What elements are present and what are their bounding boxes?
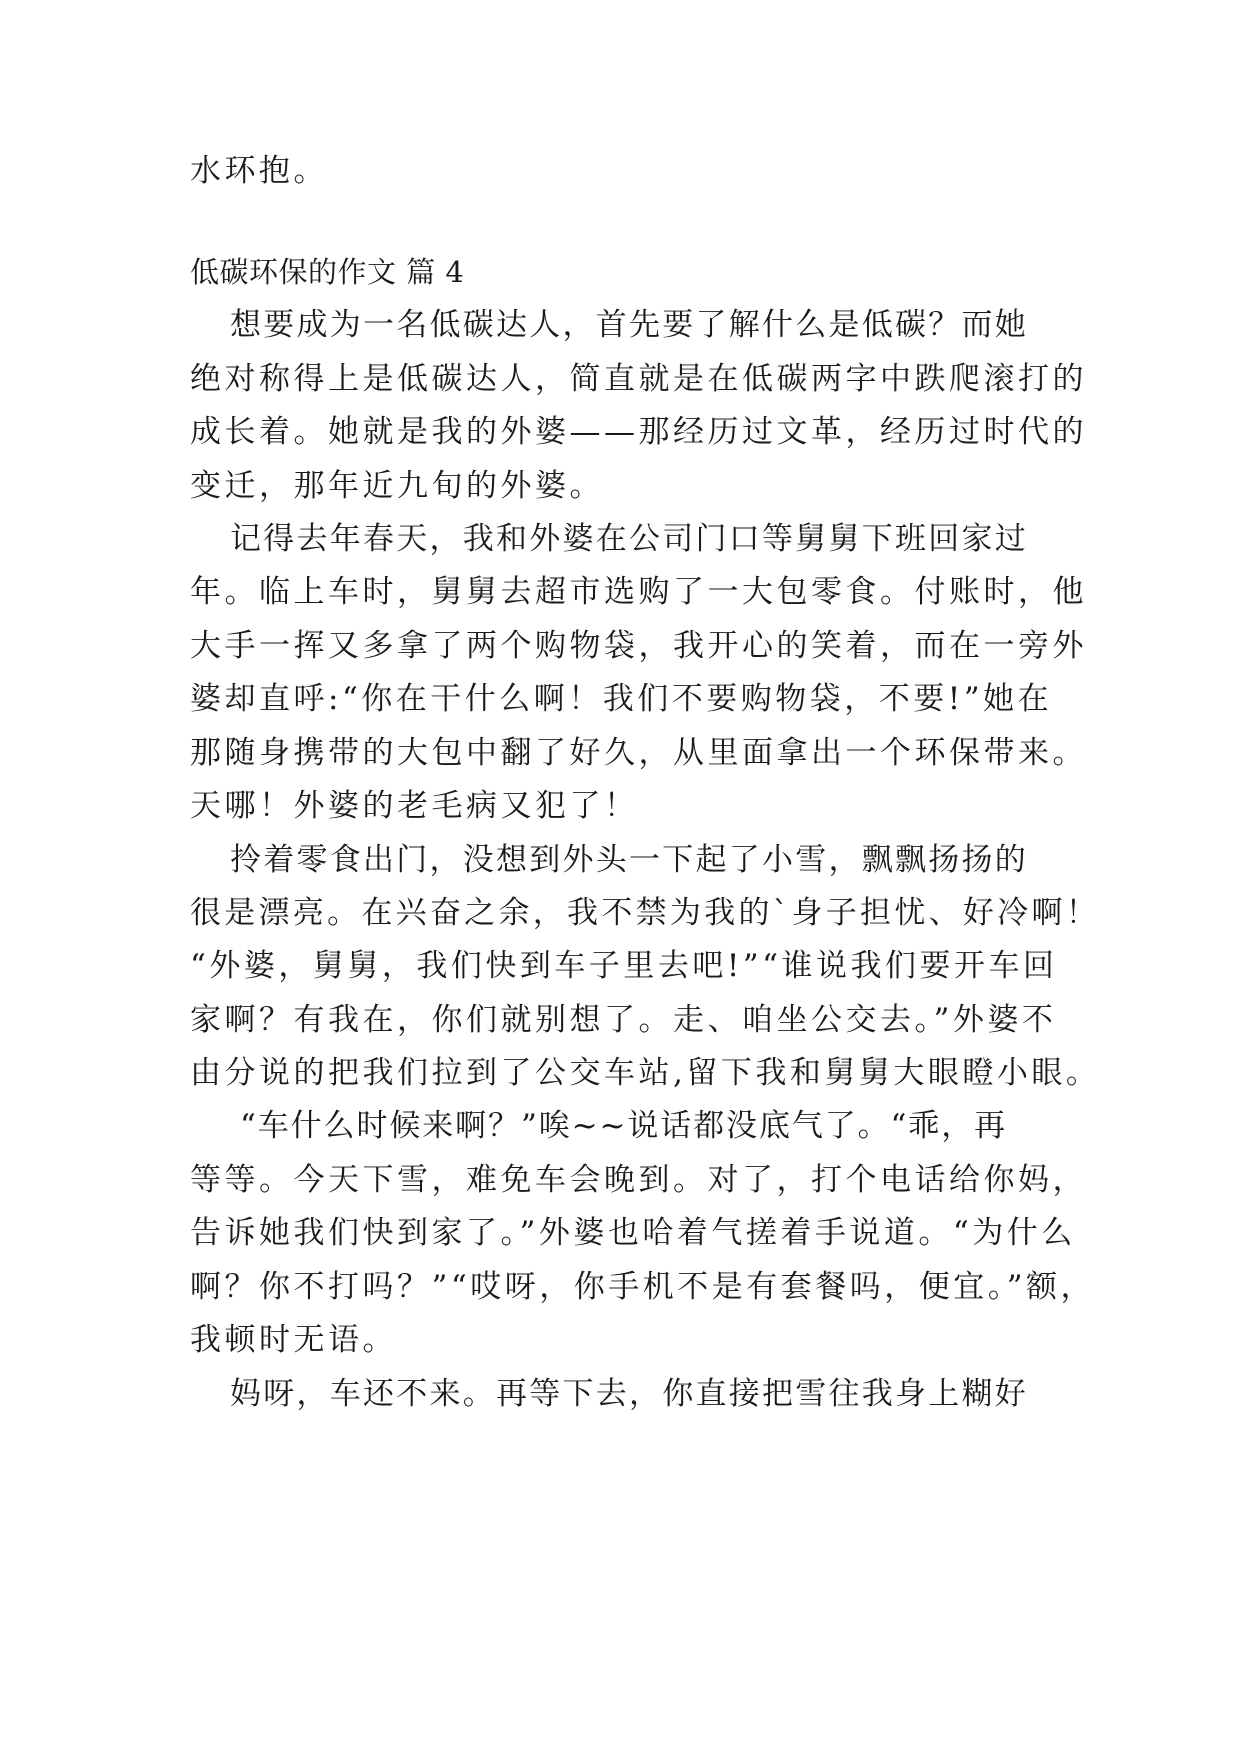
paragraph-line: 绝对称得上是低碳达人，简直就是在低碳两字中跌爬滚打的 (190, 361, 1087, 397)
paragraph-line: 成长着。她就是我的外婆——那经历过文革，经历过时代的 (190, 414, 1087, 450)
paragraph-line: 告诉她我们快到家了。”外婆也哈着气搓着手说道。“为什么 (190, 1215, 1076, 1251)
section-heading: 低碳环保的作文 篇 4 (190, 255, 465, 289)
paragraph-line: 妈呀，车还不来。再等下去，你直接把雪往我身上糊好 (230, 1376, 1028, 1412)
paragraph-line: 天哪！外婆的老毛病又犯了！ (190, 788, 639, 824)
paragraph-line: 拎着零食出门，没想到外头一下起了小雪，飘飘扬扬的 (230, 842, 1028, 878)
paragraph-line: 我顿时无语。 (190, 1322, 397, 1358)
paragraph-line: 等等。今天下雪，难免车会晚到。对了，打个电话给你妈， (190, 1162, 1087, 1198)
paragraph-line: 记得去年春天，我和外婆在公司门口等舅舅下班回家过 (230, 521, 1028, 557)
paragraph-line: 那随身携带的大包中翻了好久，从里面拿出一个环保带来。 (190, 735, 1087, 771)
paragraph-line: 啊？你不打吗？”“哎呀，你手机不是有套餐吗，便宜。”额， (190, 1269, 1096, 1305)
paragraph-line: 家啊？有我在，你们就别想了。走、咱坐公交去。”外婆不 (190, 1002, 1057, 1038)
paragraph-line: 婆却直呼:“你在干什么啊！我们不要购物袋，不要!”她在 (190, 681, 1053, 717)
paragraph-line: “车什么时候来啊？”唉~~说话都没底气了。“乖，再 (240, 1108, 1007, 1144)
carryover-text: 水环抱。 (190, 153, 328, 189)
paragraph-line: 变迁，那年近九旬的外婆。 (190, 468, 604, 504)
paragraph-line: 年。临上车时，舅舅去超市选购了一大包零食。付账时，他 (190, 574, 1087, 610)
paragraph-line: 大手一挥又多拿了两个购物袋，我开心的笑着，而在一旁外 (190, 628, 1087, 664)
paragraph-line: 由分说的把我们拉到了公交车站,留下我和舅舅大眼瞪小眼。 (190, 1055, 1101, 1091)
paragraph-line: 很是漂亮。在兴奋之余，我不禁为我的`身子担忧、好冷啊！ (190, 895, 1100, 931)
paragraph-line: 想要成为一名低碳达人，首先要了解什么是低碳？而她 (230, 307, 1028, 343)
paragraph-line: “外婆，舅舅，我们快到车子里去吧!”“谁说我们要开车回 (190, 948, 1058, 984)
